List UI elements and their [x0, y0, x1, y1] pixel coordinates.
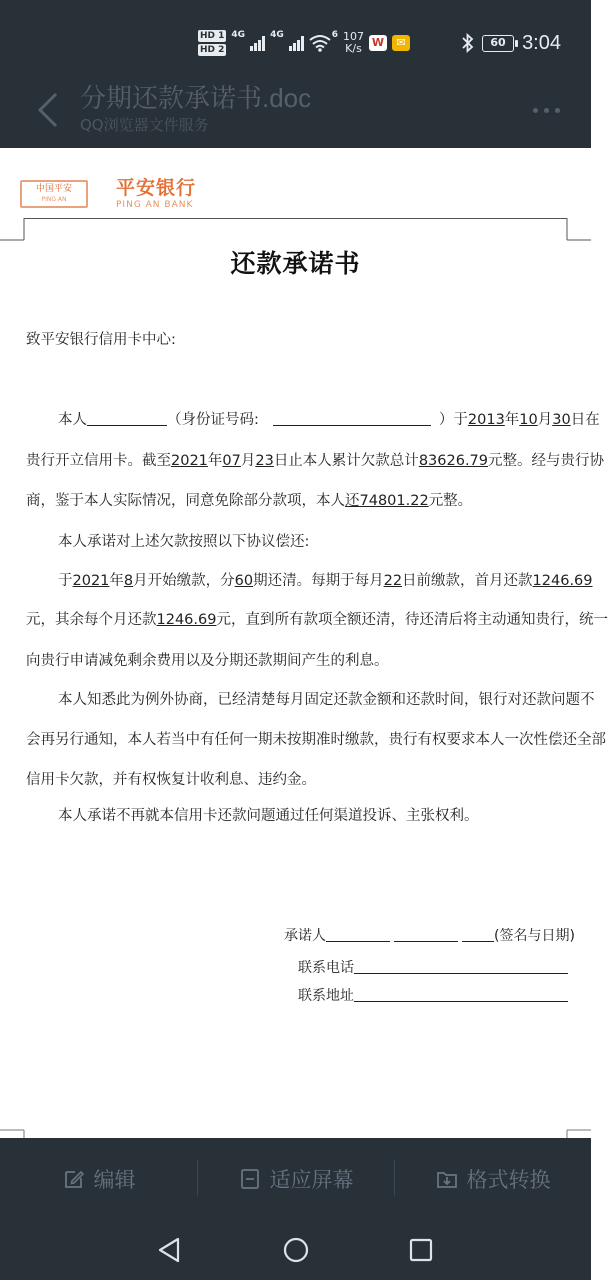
- text-segment: 开始缴款，分: [147, 573, 235, 589]
- document-source: QQ浏览器文件服务: [80, 116, 209, 134]
- phone-line: [298, 958, 568, 978]
- fit-screen-button[interactable]: [197, 1138, 394, 1220]
- text-segment: 月: [133, 573, 148, 589]
- document-page[interactable]: [0, 148, 608, 1138]
- letter-title: 还款承诺书: [230, 249, 361, 278]
- circle-home-icon: [280, 1234, 312, 1266]
- dot-icon: [555, 108, 560, 113]
- para3-line3: 向贵行申请减免剩余费用以及分期还款期间产生的利息。: [26, 653, 389, 669]
- first-payment: 1246.69: [532, 573, 593, 589]
- text-segment: 月: [537, 412, 553, 428]
- period-count: 60: [234, 573, 254, 589]
- para1-line1: [26, 410, 600, 430]
- triangle-back-icon: [154, 1234, 186, 1266]
- wps-app-icon: W: [369, 35, 387, 51]
- nav-home-button[interactable]: [280, 1234, 312, 1266]
- network-type-2: 4G: [270, 30, 284, 40]
- document-title: 分期还款承诺书.doc: [80, 83, 312, 113]
- dot-icon: [544, 108, 549, 113]
- para3-line1: [26, 571, 593, 591]
- start-month: 8: [123, 573, 134, 589]
- para3-line2: [26, 610, 608, 630]
- text-segment: 元，其余每个月还款: [26, 612, 157, 628]
- open-day: 30: [552, 412, 571, 428]
- network-speed: [343, 31, 364, 55]
- open-month: 10: [519, 412, 538, 428]
- text-segment: 本人: [58, 412, 87, 428]
- system-nav-bar: [0, 1220, 591, 1280]
- status-right: [462, 30, 561, 56]
- repay-amount: 74801.22: [359, 493, 429, 509]
- para4-line2: 会再另行通知，本人若当中有任何一期未按期准时缴款，贵行有权要求本人一次性偿还全部: [26, 732, 606, 748]
- text-segment: ）于: [438, 412, 468, 428]
- bluetooth-icon: [462, 33, 474, 53]
- text-segment: 期: [253, 573, 268, 589]
- text-segment: 还清。每期于每月: [267, 573, 384, 589]
- hd2-badge: HD 2: [200, 45, 225, 55]
- phone-blank: [354, 959, 568, 974]
- text-segment: 贵行开立信用卡。截至: [26, 453, 171, 469]
- network-type-1: 4G: [231, 30, 246, 40]
- start-year: 2021: [72, 573, 110, 589]
- more-options-button[interactable]: [533, 102, 569, 118]
- bottom-toolbar: [0, 1138, 591, 1220]
- format-convert-button[interactable]: [394, 1138, 591, 1220]
- wifi-label: 6: [331, 30, 338, 40]
- signer-blank: [394, 927, 458, 942]
- text-segment: 月: [240, 453, 256, 469]
- para1-line3: [26, 491, 571, 511]
- speed-unit: K/s: [345, 42, 362, 55]
- battery-icon: 60: [482, 35, 514, 52]
- text-segment: 年: [109, 573, 124, 589]
- chevron-left-icon: [30, 88, 70, 132]
- text-segment: 元，直到所有款项全额还清，待还清后将主动通知贵行，统一: [216, 612, 608, 628]
- text-segment: 元整。: [428, 493, 473, 509]
- hd-indicators: [198, 30, 226, 56]
- signer-blank: [326, 927, 390, 942]
- text-segment: 于: [58, 573, 73, 589]
- cutoff-year: 2021: [171, 453, 208, 469]
- text-segment: 商，鉴于本人实际情况，同意免除部分款项，本人: [26, 493, 345, 509]
- para2: 本人承诺对上述欠款按照以下协议偿还:: [58, 534, 310, 550]
- signer-line: [284, 926, 575, 946]
- bank-logo-english: PING AN BANK: [116, 200, 194, 210]
- address-label: 联系地址: [298, 988, 354, 1004]
- nav-back-button[interactable]: [154, 1234, 186, 1266]
- text-segment: 年: [504, 412, 520, 428]
- fit-screen-label: 适应屏幕: [269, 1168, 354, 1192]
- monthly-payment: 1246.69: [156, 612, 217, 628]
- format-convert-icon: [435, 1167, 459, 1191]
- nav-recents-button[interactable]: [405, 1234, 437, 1266]
- para1-line2: [26, 451, 604, 471]
- speed-value: 107: [342, 30, 364, 43]
- signer-blank: [462, 927, 494, 942]
- phone-label: 联系电话: [298, 960, 354, 976]
- name-blank: [87, 411, 167, 426]
- logo-cn-text: 中国平安: [35, 184, 72, 194]
- signal-icon-2: [289, 35, 304, 51]
- wifi-icon: [309, 34, 331, 52]
- edit-label: 编辑: [93, 1168, 136, 1192]
- edit-button[interactable]: [0, 1138, 197, 1220]
- text-segment: 元整。经与贵行协: [488, 453, 604, 469]
- format-convert-label: 格式转换: [466, 1168, 551, 1192]
- square-recents-icon: [405, 1234, 437, 1266]
- hd1-badge: HD 1: [200, 31, 225, 41]
- status-bar: [0, 0, 591, 84]
- pingan-group-logo: [20, 180, 88, 208]
- fit-screen-icon: [238, 1167, 262, 1191]
- header-rule: [0, 218, 591, 242]
- cutoff-day: 23: [255, 453, 274, 469]
- text-segment: （身份证号码:: [167, 412, 259, 428]
- text-segment: 日止本人累计欠款总计: [273, 453, 419, 469]
- address-blank: [354, 987, 568, 1002]
- signal-icon: [250, 35, 265, 51]
- text-segment: 日: [402, 573, 417, 589]
- footer-rule: [0, 1128, 591, 1138]
- back-button[interactable]: [30, 88, 70, 132]
- due-day: 22: [383, 573, 403, 589]
- id-number-blank: [273, 411, 431, 426]
- address-line: [298, 986, 568, 1006]
- para4-line1: 本人知悉此为例外协商，已经清楚每月固定还款金额和还款时间，银行对还款问题不: [58, 692, 595, 708]
- text-segment: 前缴款，首月还款: [416, 573, 533, 589]
- total-debt: 83626.79: [418, 453, 488, 469]
- signer-label: 承诺人: [284, 928, 326, 944]
- cutoff-month: 07: [222, 453, 241, 469]
- title-bar: [0, 84, 591, 148]
- open-year: 2013: [467, 412, 505, 428]
- para5: 本人承诺不再就本信用卡还款问题通过任何渠道投诉、主张权利。: [58, 808, 479, 824]
- text-segment: 年: [207, 453, 223, 469]
- para4-line3: 信用卡欠款，并有权恢复计收利息、违约金。: [26, 772, 316, 788]
- signer-note: (签名与日期): [494, 928, 575, 944]
- status-left: [198, 26, 410, 60]
- text-segment: 还: [345, 493, 360, 509]
- mail-notification-icon: ✉: [392, 35, 410, 51]
- dot-icon: [533, 108, 538, 113]
- salutation: 致平安银行信用卡中心:: [26, 332, 176, 348]
- text-segment: 日在: [570, 412, 600, 428]
- logo-cn-small-text: PING AN: [41, 196, 67, 203]
- bank-logo-text: 平安银行: [116, 177, 197, 199]
- edit-icon: [62, 1167, 86, 1191]
- clock: 3:04: [522, 31, 561, 54]
